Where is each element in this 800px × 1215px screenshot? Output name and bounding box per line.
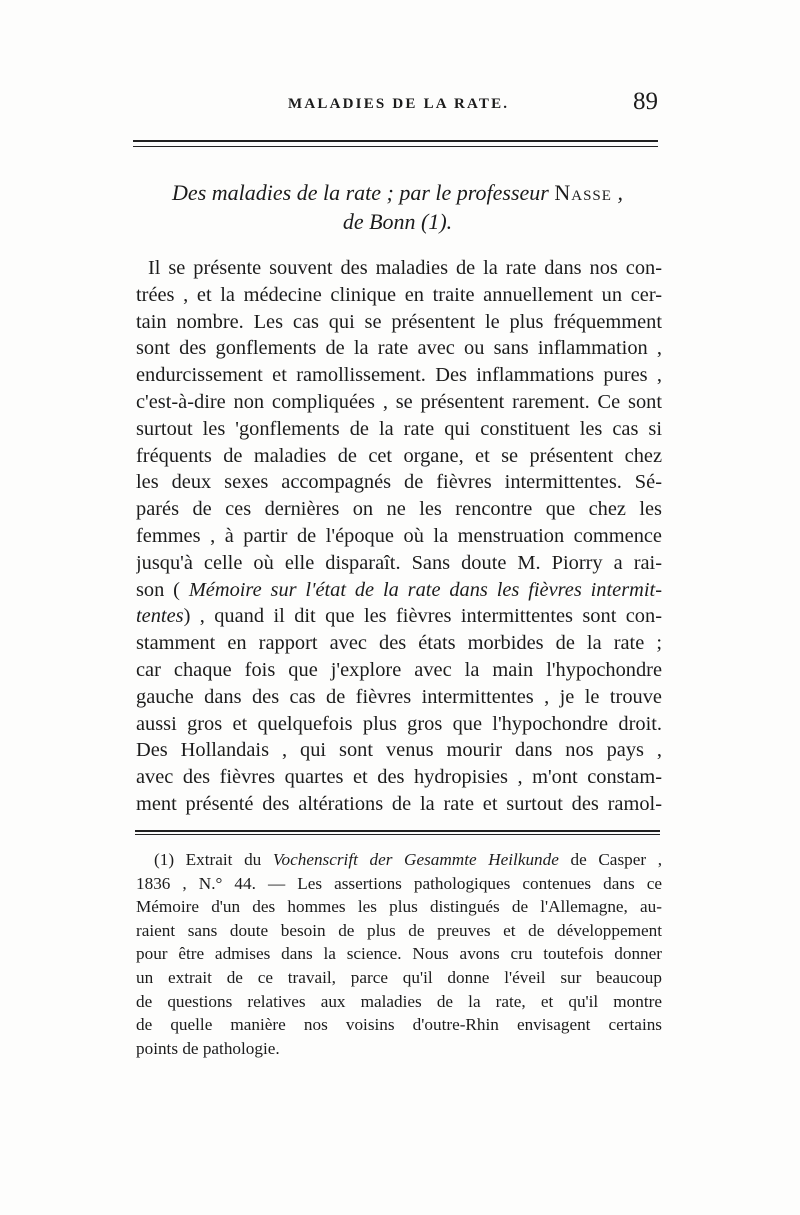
body-line: parés de ces dernières on ne les rencontre que chez les [136,498,662,521]
body-line: car chaque fois que j'explore avec la main l'hypochondre [136,658,662,681]
body-line: c'est-à-dire non compliquées , se présentent rarement. Ce sont [136,390,662,413]
footnote-line: raient sans doute besoin de plus de preuves et de développement [136,920,662,940]
cited-work-title: Mémoire sur l'état de la rate dans les fièvres intermit- [188,578,662,601]
body-line: femmes , à partir de l'époque où la menstruation commence [136,524,662,547]
body-line: Il se présente souvent des maladies de la rate dans nos con- [148,257,662,279]
article-title-line-1: Des maladies de la rate ; par le professeur Nasse , [172,180,623,205]
body-line: trées , et la médecine clinique en traite annuellement un cer- [136,283,662,306]
body-line: fréquents de maladies de cet organe, et se présentent chez [136,444,662,467]
article-title [135,178,660,236]
footnote-line: un extrait de ce travail, parce qu'il donne l'éveil sur beaucoup [136,967,662,987]
body-line: ment présenté des altérations de la rate et surtout des ramol- [136,792,662,815]
body-line: les deux sexes accompagnés de fièvres intermittentes. Sé- [136,471,662,494]
footnote-line: de quelle manière nos voisins d'outre-Rhin envisagent certains [136,1015,662,1035]
body-line: tentes) , quand il dit que les fièvres intermittentes sont con- [136,605,662,628]
footnote-line: pour être admises dans la science. Nous avons cru toutefois donner [136,944,662,964]
body-line: sont des gonflements de la rate avec ou sans inflammation , [136,337,662,360]
running-head [130,88,660,122]
footnote [136,848,662,1060]
author-name: Nasse [554,180,612,205]
footnote-rule [135,830,660,835]
page-number: 89 [633,88,658,115]
footnote-line: (1) Extrait du Vochenscrift der Gesammte Heilkunde de Casper , [154,850,662,869]
body-line: son ( Mémoire sur l'état de la rate dans les fièvres intermit- [136,578,662,601]
body-line: gauche dans des cas de fièvres intermittentes , je le trouve [136,685,662,708]
running-title: MALADIES DE LA RATE. [288,96,510,112]
footnote-line: Mémoire d'un des hommes les plus distingués de l'Allemagne, au- [136,897,662,917]
footnote-line: points de pathologie. [136,1038,280,1058]
body-line: tain nombre. Les cas qui se présentent le plus fréquemment [136,310,662,333]
footnote-line: 1836 , N.° 44. — Les assertions pathologiques contenues dans ce [136,873,662,893]
body-line: jusqu'à celle où elle disparaît. Sans doute M. Piorry a rai- [136,551,662,574]
body-line: avec des fièvres quartes et des hydropisies , m'ont constam- [136,766,662,789]
cited-journal: Vochenscrift der Gesammte Heilkunde [272,850,559,869]
article-title-line-2: de Bonn (1). [342,209,453,234]
body-line: aussi gros et quelquefois plus gros que l'hypochondre droit. [136,712,662,735]
body-line: stamment en rapport avec des états morbides de la rate ; [136,632,662,655]
body-line: surtout les 'gonflements de la rate qui constituent les cas si [136,417,662,440]
body-line: endurcissement et ramollissement. Des inflammations pures , [136,364,662,387]
footnote-line: de questions relatives aux maladies de la rate, et qu'il montre [136,991,662,1011]
body-text [136,255,662,818]
cited-work-title-end: tentes [136,605,184,628]
body-line: Des Hollandais , qui sont venus mourir dans nos pays , [136,739,662,762]
header-rule [133,140,658,147]
